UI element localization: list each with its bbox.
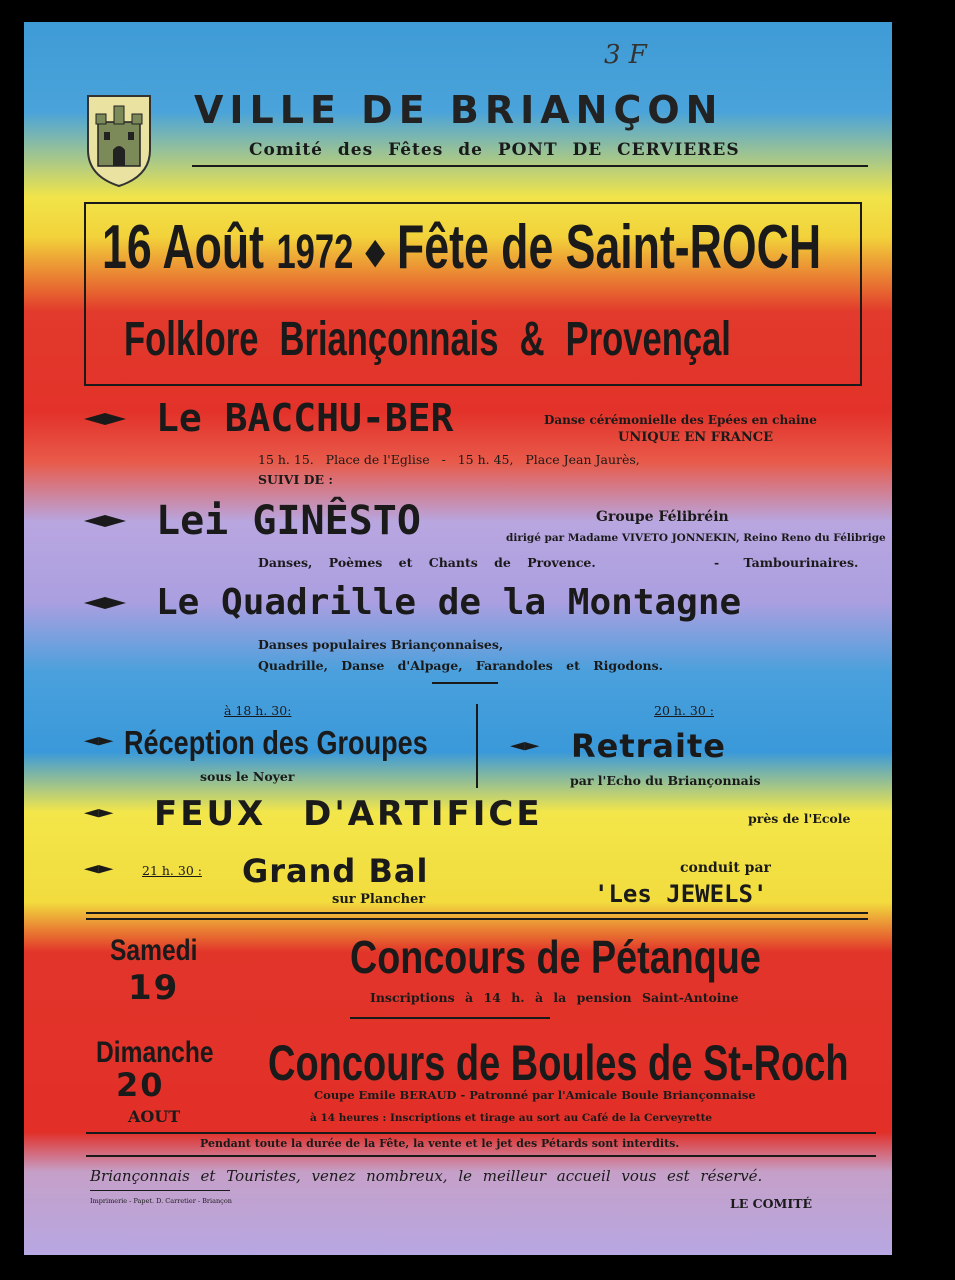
reception-sub: sous le Noyer [200, 769, 295, 784]
dimanche-num: 20 [116, 1066, 165, 1104]
quadrille-title: Le Quadrille de la Montagne [156, 582, 742, 623]
printer-rule [90, 1190, 230, 1191]
welcome-message: Briançonnais et Touristes, venez nombreux, le meilleur accueil vous est réservé. [90, 1167, 763, 1185]
bal-title: Grand Bal [242, 852, 429, 890]
petanque-sub: Inscriptions à 14 h. à la pension Saint-Antoine [370, 990, 739, 1005]
retraite-time: 20 h. 30 : [654, 703, 714, 718]
printer-credit: Imprimerie - Papet. D. Carretier - Briançon [90, 1197, 232, 1205]
boules-sub2: à 14 heures : Inscriptions et tirage au sort au Café de la Cerveyrette [310, 1112, 713, 1124]
bal-band: 'Les JEWELS' [594, 880, 768, 908]
ginesto-tambourins: - Tambourinaires. [714, 555, 859, 570]
fete-title: Fête de Saint-ROCH [396, 213, 822, 282]
feux-title: FEUX D'ARTIFICE [154, 794, 543, 834]
dimanche-day: Dimanche [96, 1036, 214, 1069]
bacchu-times: 15 h. 15. Place de l'Eglise - 15 h. 45, Place Jean Jaurès, [258, 452, 640, 467]
samedi-day: Samedi [110, 934, 198, 967]
petanque-underline [350, 1017, 550, 1019]
boules-title: Concours de Boules de St-Roch [268, 1035, 849, 1091]
reception-time: à 18 h. 30: [224, 703, 292, 718]
column-divider [476, 704, 478, 788]
committee-subtitle: Comité des Fêtes de PONT DE CERVIERES [249, 140, 740, 160]
headline-date [102, 212, 821, 283]
bacchu-title: Le BACCHU-BER [156, 396, 454, 440]
bacchu-desc: Danse cérémonielle des Epées en chaine [544, 413, 817, 427]
suivi-de: SUIVI DE : [258, 472, 334, 487]
quadrille-desc: Danses populaires Briançonnaises, [258, 637, 504, 652]
quadrille-underline [432, 682, 498, 684]
folklore-subtitle: Folklore Briançonnais & Provençal [124, 313, 731, 366]
headline-separator: ◆ [365, 232, 385, 271]
section-rule-double [86, 912, 868, 914]
section-rule-double [86, 918, 868, 920]
date-year: 1972 [276, 226, 354, 279]
ginesto-title: Lei GINÊSTO [156, 498, 421, 544]
samedi-num: 19 [128, 968, 180, 1008]
coat-of-arms-icon [84, 92, 154, 188]
reception-title: Réception des Groupes [124, 724, 428, 761]
feux-sub: près de l'Ecole [748, 811, 851, 826]
retraite-sub: par l'Echo du Briançonnais [570, 773, 761, 788]
boules-sub1: Coupe Emile BERAUD - Patronné par l'Amicale Boule Briançonnaise [314, 1088, 756, 1102]
ginesto-director: dirigé par Madame VIVETO JONNEKIN, Reino Reno du Félibrige [506, 532, 886, 544]
ginesto-desc: Danses, Poèmes et Chants de Provence. [258, 555, 596, 570]
footer-rule [86, 1132, 876, 1134]
petards-warning: Pendant toute la durée de la Fête, la vente et le jet des Pétards sont interdits. [200, 1137, 680, 1150]
header-rule [192, 165, 868, 167]
bal-sub: sur Plancher [332, 892, 426, 907]
dimanche-month: AOUT [128, 1107, 181, 1126]
festival-poster [24, 22, 892, 1255]
petanque-title: Concours de Pétanque [350, 931, 761, 983]
retraite-title: Retraite [571, 727, 726, 765]
handwritten-note: 3 F [604, 40, 647, 70]
bal-time: 21 h. 30 : [142, 863, 202, 878]
bal-conduit: conduit par [680, 860, 771, 876]
date-day-month: 16 Août [102, 213, 265, 282]
comite-signature: LE COMITÉ [730, 1196, 813, 1211]
ginesto-group: Groupe Félibréin [596, 509, 729, 525]
town-title: VILLE DE BRIANÇON [194, 88, 724, 132]
quadrille-dances: Quadrille, Danse d'Alpage, Farandoles et Rigodons. [258, 658, 664, 673]
footer-rule [86, 1155, 876, 1157]
bacchu-unique: UNIQUE EN FRANCE [618, 430, 773, 445]
